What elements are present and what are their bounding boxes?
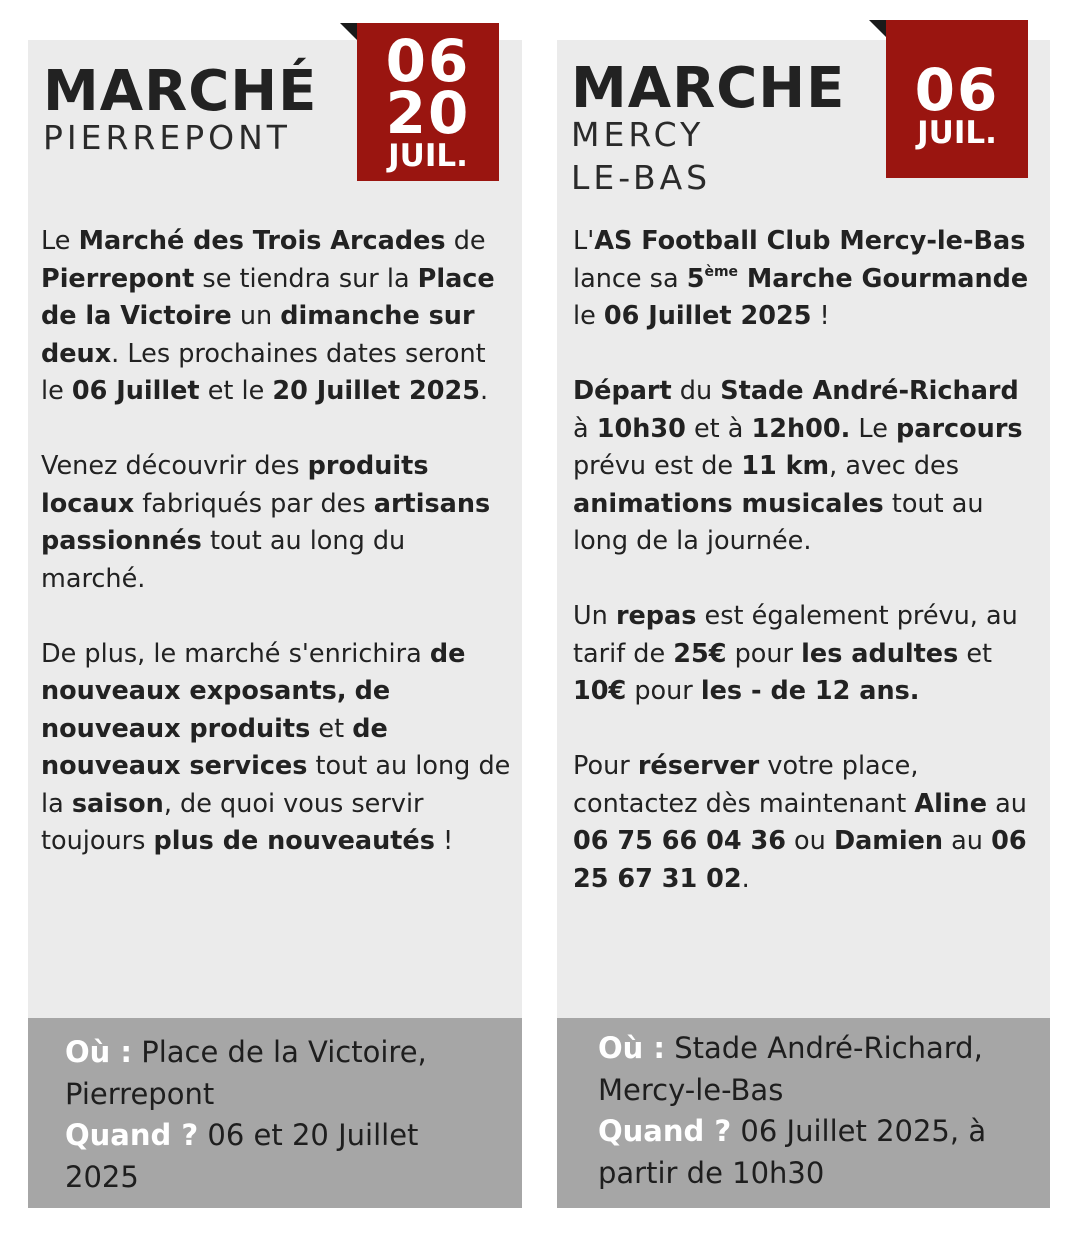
- text-run: et: [958, 638, 993, 669]
- bold-text: Pierrepont: [41, 263, 195, 294]
- text-run: Le: [41, 226, 79, 256]
- card-footer: [28, 1018, 522, 1208]
- card-title: MARCHÉ: [43, 59, 318, 124]
- bold-text: produits locaux: [41, 451, 429, 519]
- bold-text: les adultes: [801, 638, 959, 669]
- body-paragraph: [573, 598, 1038, 711]
- text-run: .: [741, 863, 750, 894]
- bold-text: les - de 12 ans.: [700, 676, 920, 706]
- bold-text: réserver: [637, 751, 760, 781]
- date-month: JUIL.: [917, 115, 997, 151]
- footer-info: [598, 1028, 1018, 1194]
- bold-text: parcours: [896, 413, 1023, 444]
- footer-when: [598, 1111, 1018, 1194]
- card-subtitle-line1: MERCY: [571, 115, 705, 154]
- where-label: Où :: [65, 1035, 132, 1069]
- text-run: pour: [626, 676, 701, 706]
- footer-info: [65, 1032, 485, 1198]
- bold-text: Aline: [914, 788, 987, 819]
- where-value: Place de la Victoire, Pierrepont: [65, 1035, 427, 1111]
- body-paragraph: [41, 448, 511, 598]
- text-run: au: [943, 826, 992, 856]
- bold-text: plus de nouveautés: [153, 826, 435, 856]
- bold-text: 10h30: [596, 413, 686, 444]
- text-run: Le: [850, 413, 896, 444]
- text-run: Pour: [573, 751, 638, 781]
- text-run: de: [445, 226, 486, 256]
- text-run: lance sa: [573, 263, 687, 294]
- text-run: du: [671, 376, 721, 406]
- event-card-mercy-le-bas: [557, 40, 1050, 1208]
- bold-text: de nouveaux produits: [41, 676, 391, 744]
- where-value: Stade André-Richard, Mercy-le-Bas: [598, 1031, 983, 1107]
- text-run: Un: [573, 601, 616, 631]
- bold-text: saison: [71, 788, 164, 819]
- bold-text: 06 25 67 31 02: [573, 826, 1027, 894]
- date-day-1: 06: [385, 27, 471, 95]
- body-paragraph: [41, 636, 511, 861]
- card-subtitle: PIERREPONT: [43, 118, 291, 157]
- bold-text: repas: [615, 601, 697, 631]
- text-run: au: [987, 788, 1027, 819]
- bold-text: 10€: [573, 676, 627, 706]
- card-title: MARCHE: [571, 56, 846, 121]
- body-paragraph: [573, 223, 1038, 336]
- event-card-pierrepont: [28, 27, 522, 1208]
- body-paragraph: [573, 748, 1038, 898]
- body-paragraph: [41, 223, 511, 411]
- footer-when: [65, 1115, 485, 1198]
- bold-text: 20 Juillet 2025: [272, 376, 480, 406]
- when-value: 06 Juillet 2025, à partir de 10h30: [598, 1114, 987, 1190]
- when-label: Quand ?: [65, 1118, 199, 1152]
- text-run: pour: [726, 638, 802, 669]
- text-run: [347, 676, 355, 706]
- text-run: et le: [199, 376, 273, 406]
- text-run: tout au long de la: [41, 751, 511, 819]
- superscript-text: ème: [704, 263, 739, 280]
- bold-text: 06 Juillet: [71, 376, 200, 406]
- bold-text: Place de la Victoire: [41, 263, 495, 331]
- bold-text: Stade André-Richard: [720, 376, 1019, 406]
- bold-text: 06 75 66 04 36: [573, 826, 786, 856]
- bold-text: animations musicales: [573, 488, 884, 519]
- text-run: !: [811, 301, 830, 331]
- text-run: ou: [785, 826, 834, 856]
- bold-text: 06 Juillet 2025: [603, 301, 812, 331]
- bold-text: Marche Gourmande: [738, 263, 1029, 294]
- text-run: est également prévu, au tarif de: [573, 601, 1018, 669]
- where-label: Où :: [598, 1031, 665, 1065]
- text-run: un: [231, 301, 281, 331]
- when-value: 06 et 20 Juillet 2025: [65, 1118, 419, 1194]
- bold-text: Marché des Trois Arcades: [78, 226, 446, 256]
- bold-text: 11 km: [741, 451, 830, 481]
- text-run: et à: [685, 413, 752, 444]
- date-badge: [357, 23, 499, 181]
- text-run: !: [434, 826, 454, 856]
- text-run: votre place, contactez dès maintenant: [573, 751, 919, 819]
- footer-where: [65, 1032, 485, 1115]
- text-run: le: [573, 301, 604, 331]
- text-run: . Les prochaines dates seront le: [41, 338, 486, 406]
- body-paragraph: [573, 373, 1038, 561]
- text-run: tout au long de la journée.: [573, 488, 984, 556]
- card-subtitle-line2: LE-BAS: [571, 158, 712, 197]
- date-badge-fold: [869, 20, 886, 37]
- bold-text: AS Football Club Mercy-le-Bas: [594, 226, 1026, 256]
- bold-text: 25€: [673, 638, 727, 669]
- text-run: et: [310, 713, 353, 744]
- text-run: , de quoi vous servir toujours: [41, 788, 424, 856]
- bold-text: artisans passionnés: [41, 488, 491, 556]
- date-day-2: 20: [385, 79, 471, 147]
- bold-text: Damien: [833, 826, 944, 856]
- when-label: Quand ?: [598, 1114, 732, 1148]
- text-run: L': [573, 226, 595, 256]
- card-body: [41, 223, 511, 898]
- card-body: [573, 223, 1038, 936]
- bold-text: 12h00.: [751, 413, 851, 444]
- text-run: tout au long du marché.: [41, 526, 406, 594]
- text-run: Venez découvrir des: [41, 451, 308, 481]
- date-day: 06: [914, 56, 1000, 124]
- bold-text: dimanche sur deux: [41, 301, 475, 369]
- bold-text: de nouveaux services: [41, 713, 388, 781]
- date-badge-fold: [340, 23, 357, 40]
- text-run: se tiendra sur la: [194, 263, 418, 294]
- text-run: à: [573, 413, 597, 444]
- text-run: prévu est de: [573, 451, 742, 481]
- text-run: .: [479, 376, 489, 406]
- footer-where: [598, 1028, 1018, 1111]
- card-footer: [557, 1018, 1050, 1208]
- bold-text: Départ: [573, 376, 672, 406]
- bold-text: de nouveaux exposants,: [41, 638, 466, 706]
- text-run: De plus, le marché s'enrichira: [41, 638, 430, 669]
- date-month: JUIL.: [388, 138, 468, 174]
- text-run: , avec des: [829, 451, 960, 481]
- bold-text: 5: [686, 263, 705, 294]
- text-run: fabriqués par des: [134, 488, 374, 519]
- date-badge: [886, 20, 1028, 178]
